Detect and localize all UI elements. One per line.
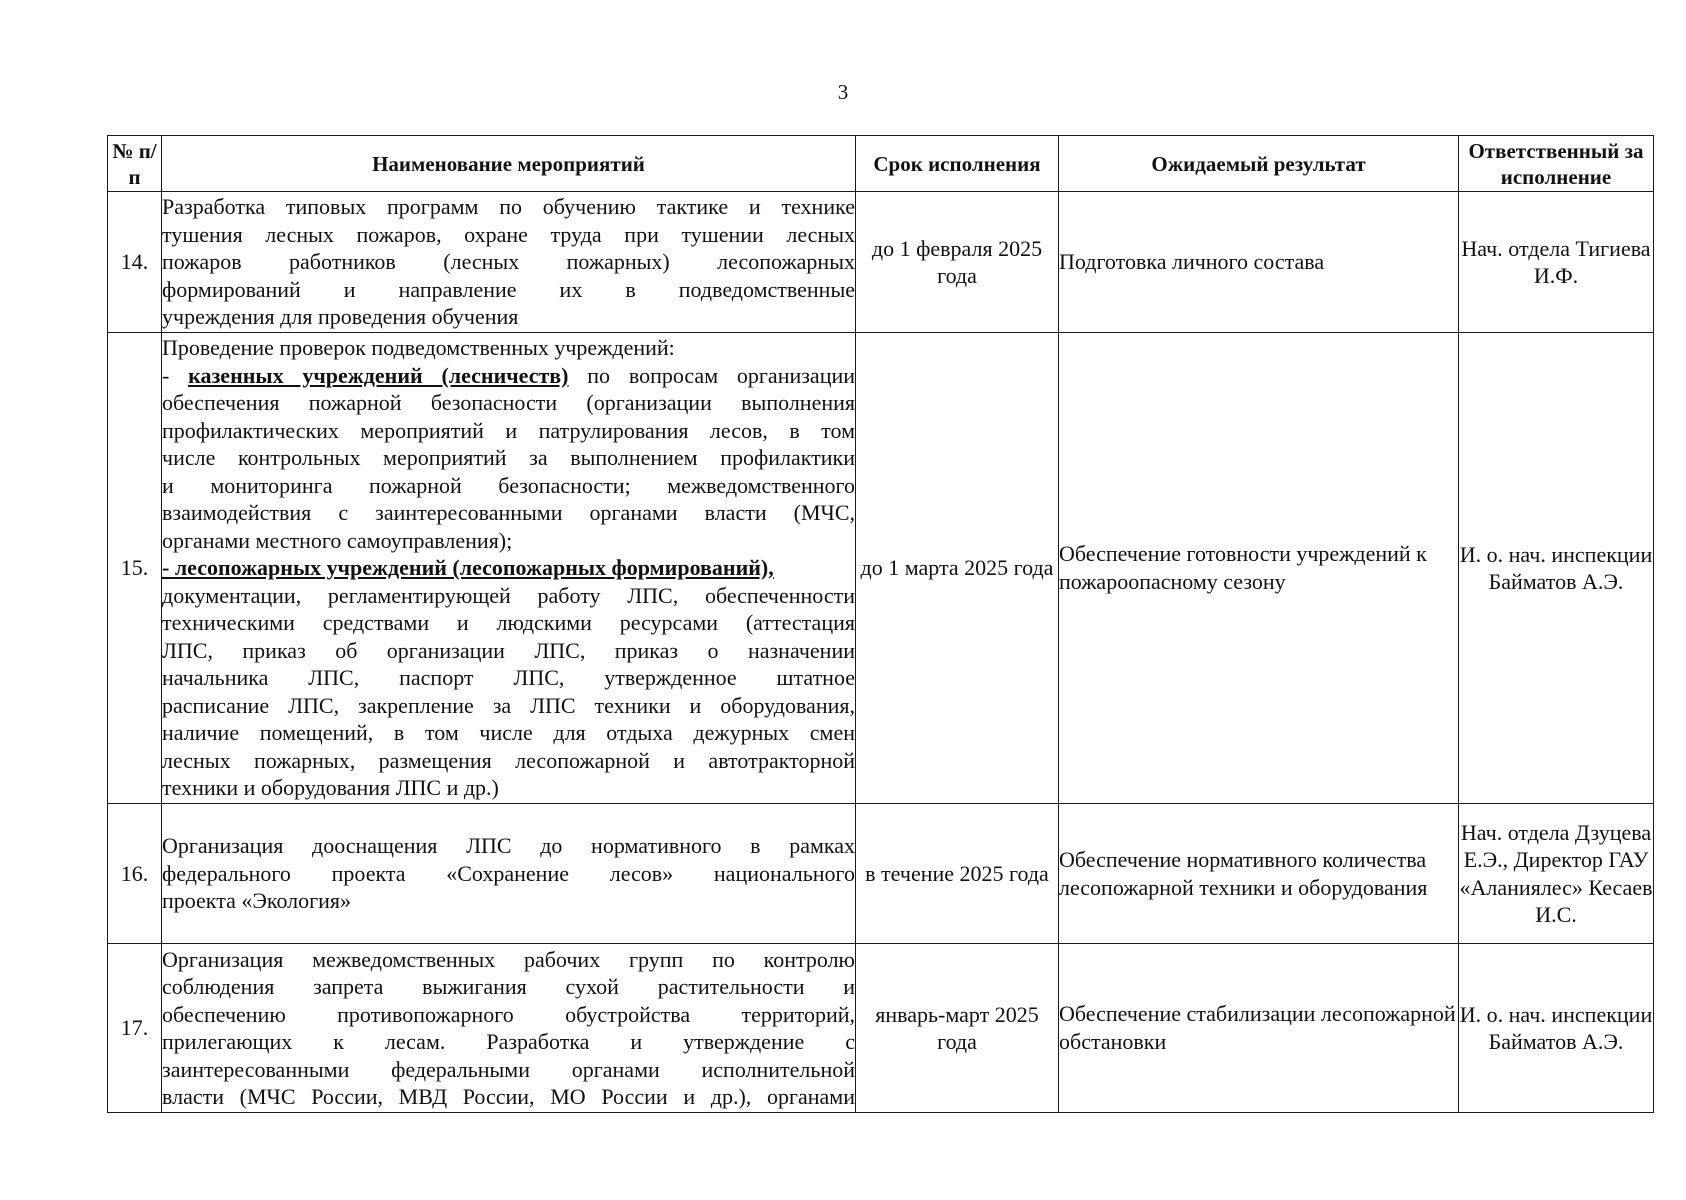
expected-result: Обеспечение готовности учреждений к пожароопасному сезону [1059,333,1459,804]
responsible: И. о. нач. инспекции Байматов А.Э. [1459,944,1654,1113]
text-line: тушения лесных пожаров, охране труда при тушении лесных [162,221,855,247]
text-line: Организация межведомственных рабочих групп по контролю [162,946,855,972]
activity-name [162,804,856,944]
responsible: Нач. отдела Тигиева И.Ф. [1459,192,1654,333]
text-fragment: по вопросам организации [568,362,856,388]
activity-name [162,333,856,804]
highlighted-subject: казенных учреждений (лесничеств) [188,362,569,388]
header-expected-result: Ожидаемый результат [1059,136,1459,192]
header-activity-name: Наименование мероприятий [162,136,856,192]
expected-result: Подготовка личного состава [1059,192,1459,333]
text-line: документации, регламентирующей работу ЛПС, обеспеченности [162,582,855,608]
text-line: федерального проекта «Сохранение лесов» национального [162,860,855,886]
text-line: Разработка типовых программ по обучению тактике и технике [162,194,855,220]
row-number: 14. [108,192,162,333]
text-line: техники и оборудования ЛПС и др.) [162,775,499,801]
deadline: в течение 2025 года [856,804,1059,944]
text-line: техническими средствами и людскими ресурсами (аттестация [162,610,855,636]
text-line: органами местного самоуправления); [162,527,513,553]
text-line: Организация дооснащения ЛПС до нормативного в рамках [162,833,855,859]
text-line: и мониторинга пожарной безопасности; межведомственного [162,472,855,498]
page-number: 3 [837,80,849,104]
header-number: № п/п [108,136,162,192]
expected-result: Обеспечение стабилизации лесопожарной обстановки [1059,944,1459,1113]
row-number: 17. [108,944,162,1113]
text-line: обеспечения пожарной безопасности (организации выполнения [162,390,855,416]
text-line: прилегающих к лесам. Разработка и утверждение с [162,1029,855,1054]
text-line [162,362,855,390]
text-line: власти (МЧС России, МВД России, МО России и др.), органами [162,1084,855,1109]
text-line: числе контрольных мероприятий за выполнением профилактики [162,445,855,471]
text-line: проекта «Экология» [162,888,352,914]
text-line: расписание ЛПС, закрепление за ЛПС техники и оборудования, [162,692,855,718]
text-line: взаимодействия с заинтересованными органами власти (МЧС, [162,500,855,526]
text-line: наличие помещений, в том числе для отдыха дежурных смен [162,720,855,746]
deadline: до 1 марта 2025 года [856,333,1059,804]
responsible: И. о. нач. инспекции Байматов А.Э. [1459,333,1654,804]
text-line: лесных пожарных, размещения лесопожарной и автотракторной [162,747,855,773]
bullet-prefix: - [162,362,189,388]
activity-name [162,944,856,1113]
header-deadline: Срок исполнения [856,136,1059,192]
highlighted-subject: - лесопожарных учреждений (лесопожарных формирований), [162,555,774,581]
expected-result: Обеспечение нормативного количества лесопожарной техники и оборудования [1059,804,1459,944]
deadline: до 1 февраля 2025 года [856,192,1059,333]
responsible: Нач. отдела Дзуцева Е.Э., Директор ГАУ «Аланиялес» Кесаев И.С. [1459,804,1654,944]
table-row [108,192,1654,333]
text-line: соблюдения запрета выжигания сухой растительности и [162,974,855,999]
row-number: 15. [108,333,162,804]
text-line: формирований и направление их в подведомственные [162,276,855,302]
text-line: обеспечению противопожарного обустройства территорий, [162,1001,855,1027]
text-line: заинтересованными федеральными органами исполнительной [162,1056,855,1082]
deadline: январь-март 2025 года [856,944,1059,1113]
table-row [108,804,1654,944]
activities-table [107,135,1654,1113]
header-responsible: Ответственный за исполнение [1459,136,1654,192]
text-line: пожаров работников (лесных пожарных) лесопожарных [162,249,855,275]
table-row [108,333,1654,804]
text-line: профилактических мероприятий и патрулирования лесов, в том [162,417,855,443]
text-line: ЛПС, приказ об организации ЛПС, приказ о назначении [162,637,855,663]
text-line: Проведение проверок подведомственных учреждений: [162,335,675,361]
text-line: начальника ЛПС, паспорт ЛПС, утвержденное штатное [162,665,855,691]
table-header-row [108,136,1654,192]
activity-name [162,192,856,333]
table-row [108,944,1654,1113]
text-line: учреждения для проведения обучения [162,304,519,330]
row-number: 16. [108,804,162,944]
